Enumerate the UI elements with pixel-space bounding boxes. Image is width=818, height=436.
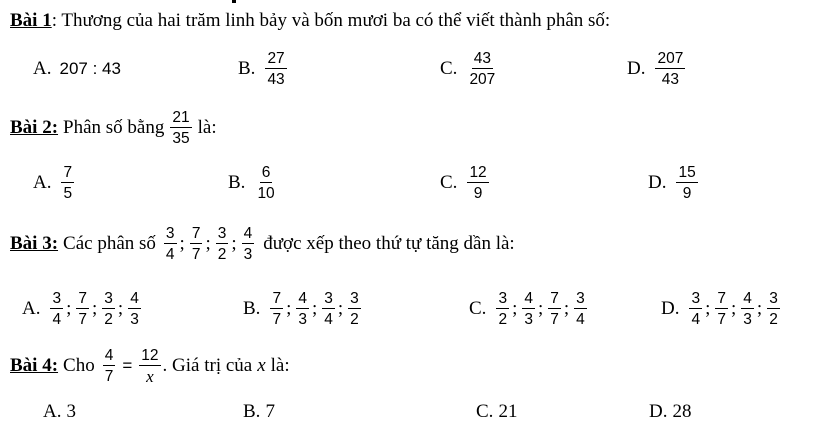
equals-sign: = [122,356,133,375]
option-letter: A. [33,172,52,193]
fraction-denominator: 7 [717,311,727,328]
question-4-label: Bài 4: [10,355,59,376]
option-text: 207 : 43 [59,59,121,78]
fraction-numerator: 27 [267,50,285,67]
fraction-denominator: 3 [524,311,533,328]
fraction [348,290,361,328]
option-text: 3 [66,401,76,422]
fraction [467,50,497,88]
question-4-option-d[interactable] [649,401,691,423]
fraction-numerator: 7 [272,290,282,307]
fraction-denominator: 2 [498,311,508,328]
fraction-denominator: 207 [469,71,496,88]
fraction-denominator: 43 [661,71,680,88]
fraction-denominator: 9 [473,185,483,202]
option-text: 28 [672,401,692,422]
separator: ; [179,233,185,254]
fraction [522,290,535,328]
question-2 [10,109,217,147]
fraction-numerator: 3 [691,290,701,307]
fraction [467,164,488,202]
fraction-denominator: 4 [52,311,62,328]
option-letter: D. [627,58,646,79]
question-1 [10,10,610,32]
fraction [103,347,116,385]
fraction-denominator: 4 [576,311,585,328]
fraction-denominator: 4 [324,311,333,328]
fraction-denominator: x [146,367,154,386]
fraction-numerator: 7 [63,164,73,181]
fraction [190,225,203,263]
question-1-option-b[interactable] [238,50,289,88]
fraction-numerator: 3 [217,225,227,242]
fraction [76,290,89,328]
fraction [767,290,780,328]
fraction-numerator: 4 [130,290,139,307]
fraction-denominator: 10 [257,185,275,202]
option-letter: C. [476,401,494,422]
question-4-text-after: là: [270,355,290,376]
fraction-numerator: 12 [469,164,487,181]
fraction-numerator: 3 [576,290,585,307]
question-1-text: : Thương của hai trăm linh bảy và bốn mươi ba có thể viết thành phân số: [51,10,611,31]
question-2-label: Bài 2: [10,117,59,138]
question-1-label: Bài 1 [10,10,52,31]
option-letter: D. [661,298,680,319]
option-letter: C. [469,298,487,319]
fraction-denominator: 9 [682,185,692,202]
separator: ; [92,298,98,319]
fraction-denominator: 3 [298,311,307,328]
question-2-option-c[interactable] [440,164,491,202]
option-letter: C. [440,58,458,79]
separator: ; [286,298,292,319]
question-2-text-before: Phân số bằng [63,117,165,138]
separator: ; [66,298,72,319]
separator: ; [205,233,211,254]
separator: ; [563,298,570,319]
fraction-numerator: 3 [104,290,113,307]
question-3-text-after: được xếp theo thứ tự tăng dần là: [263,233,515,254]
question-3-text-before: Các phân số [63,233,156,254]
question-1-option-a[interactable] [33,58,121,80]
question-3-option-c[interactable] [469,290,589,328]
question-2-text-after: là: [197,117,217,138]
fraction [128,290,141,328]
option-letter: B. [238,58,256,79]
separator: ; [705,298,711,319]
question-2-option-d[interactable] [648,164,700,202]
fraction-denominator: 2 [104,311,113,328]
fraction [139,347,160,385]
fraction-denominator: 2 [769,311,778,328]
fraction [322,290,335,328]
question-3-option-b[interactable] [243,290,363,328]
fraction-denominator: 43 [267,71,285,88]
question-4-option-a[interactable] [43,401,76,423]
question-4-text-mid: . Giá trị của [162,355,253,376]
fraction [689,290,702,328]
fraction-numerator: 207 [657,50,684,67]
option-letter: B. [243,401,261,422]
fraction [715,290,728,328]
separator: ; [512,298,518,319]
fraction [242,225,255,263]
fraction [170,109,191,147]
fraction-numerator: 7 [191,225,201,242]
fraction [216,225,229,263]
fraction-numerator: 3 [350,290,359,307]
option-letter: B. [228,172,246,193]
fraction-denominator: 4 [691,311,701,328]
separator: ; [337,298,344,319]
fraction-numerator: 43 [473,50,491,67]
fraction-numerator: 7 [717,290,727,307]
option-letter: A. [33,58,52,79]
fraction-numerator: 15 [678,164,696,181]
separator: ; [756,298,763,319]
fraction-numerator: 3 [769,290,778,307]
fraction [574,290,587,328]
separator: ; [537,298,544,319]
fraction [496,290,509,328]
option-letter: D. [648,172,667,193]
question-4-option-b[interactable] [243,401,275,423]
fraction-numerator: 4 [104,347,114,364]
question-1-option-d[interactable] [627,50,687,88]
fraction-denominator: 7 [550,311,559,328]
option-letter: D. [649,401,668,422]
fraction-denominator: 3 [743,311,752,328]
fraction [676,164,697,202]
question-2-option-b[interactable] [228,164,279,202]
fraction-numerator: 7 [78,290,88,307]
fraction-numerator: 4 [243,225,253,242]
fraction [655,50,685,88]
fraction [296,290,309,328]
question-4-option-c[interactable] [476,401,517,423]
fraction-denominator: 3 [130,311,139,328]
separator: ; [231,233,237,254]
fraction-numerator: 4 [298,290,307,307]
separator: ; [731,298,737,319]
question-4-text-before: Cho [63,355,95,376]
option-text: 21 [498,401,518,422]
fraction-denominator: 2 [350,311,359,328]
fraction [548,290,561,328]
fraction-numerator: 3 [52,290,62,307]
fraction [61,164,74,202]
fraction-numerator: 21 [172,109,190,126]
question-3-option-d[interactable] [661,290,782,328]
variable-x: x [257,355,266,376]
stray-dot-mark [232,0,236,3]
question-3-label: Bài 3: [10,233,59,254]
option-letter: B. [243,298,261,319]
question-1-option-c[interactable] [440,50,499,88]
fraction-denominator: 7 [272,311,282,328]
fraction [164,225,177,263]
separator: ; [117,298,124,319]
option-letter: A. [22,298,41,319]
fraction-denominator: 7 [191,246,201,263]
fraction-numerator: 12 [141,347,159,364]
fraction-numerator: 3 [165,225,175,242]
fraction-denominator: 7 [78,311,88,328]
fraction [255,164,276,202]
fraction-denominator: 35 [172,130,190,147]
option-letter: C. [440,172,458,193]
fraction [265,50,286,88]
fraction-numerator: 3 [324,290,333,307]
fraction-denominator: 7 [104,368,114,385]
fraction-denominator: 5 [63,185,73,202]
fraction [741,290,754,328]
question-4 [10,347,290,385]
fraction-denominator: 3 [243,246,253,263]
fraction [270,290,283,328]
question-3 [10,225,515,263]
fraction-numerator: 4 [524,290,533,307]
option-letter: A. [43,401,62,422]
fraction [50,290,63,328]
fraction [102,290,115,328]
fraction-numerator: 7 [550,290,559,307]
fraction-numerator: 4 [743,290,752,307]
question-3-option-a[interactable] [22,290,143,328]
fraction-denominator: 4 [165,246,175,263]
fraction-numerator: 6 [261,164,271,181]
separator: ; [311,298,318,319]
fraction-denominator: 2 [217,246,227,263]
fraction-numerator: 3 [498,290,508,307]
option-text: 7 [265,401,275,422]
question-2-option-a[interactable] [33,164,76,202]
